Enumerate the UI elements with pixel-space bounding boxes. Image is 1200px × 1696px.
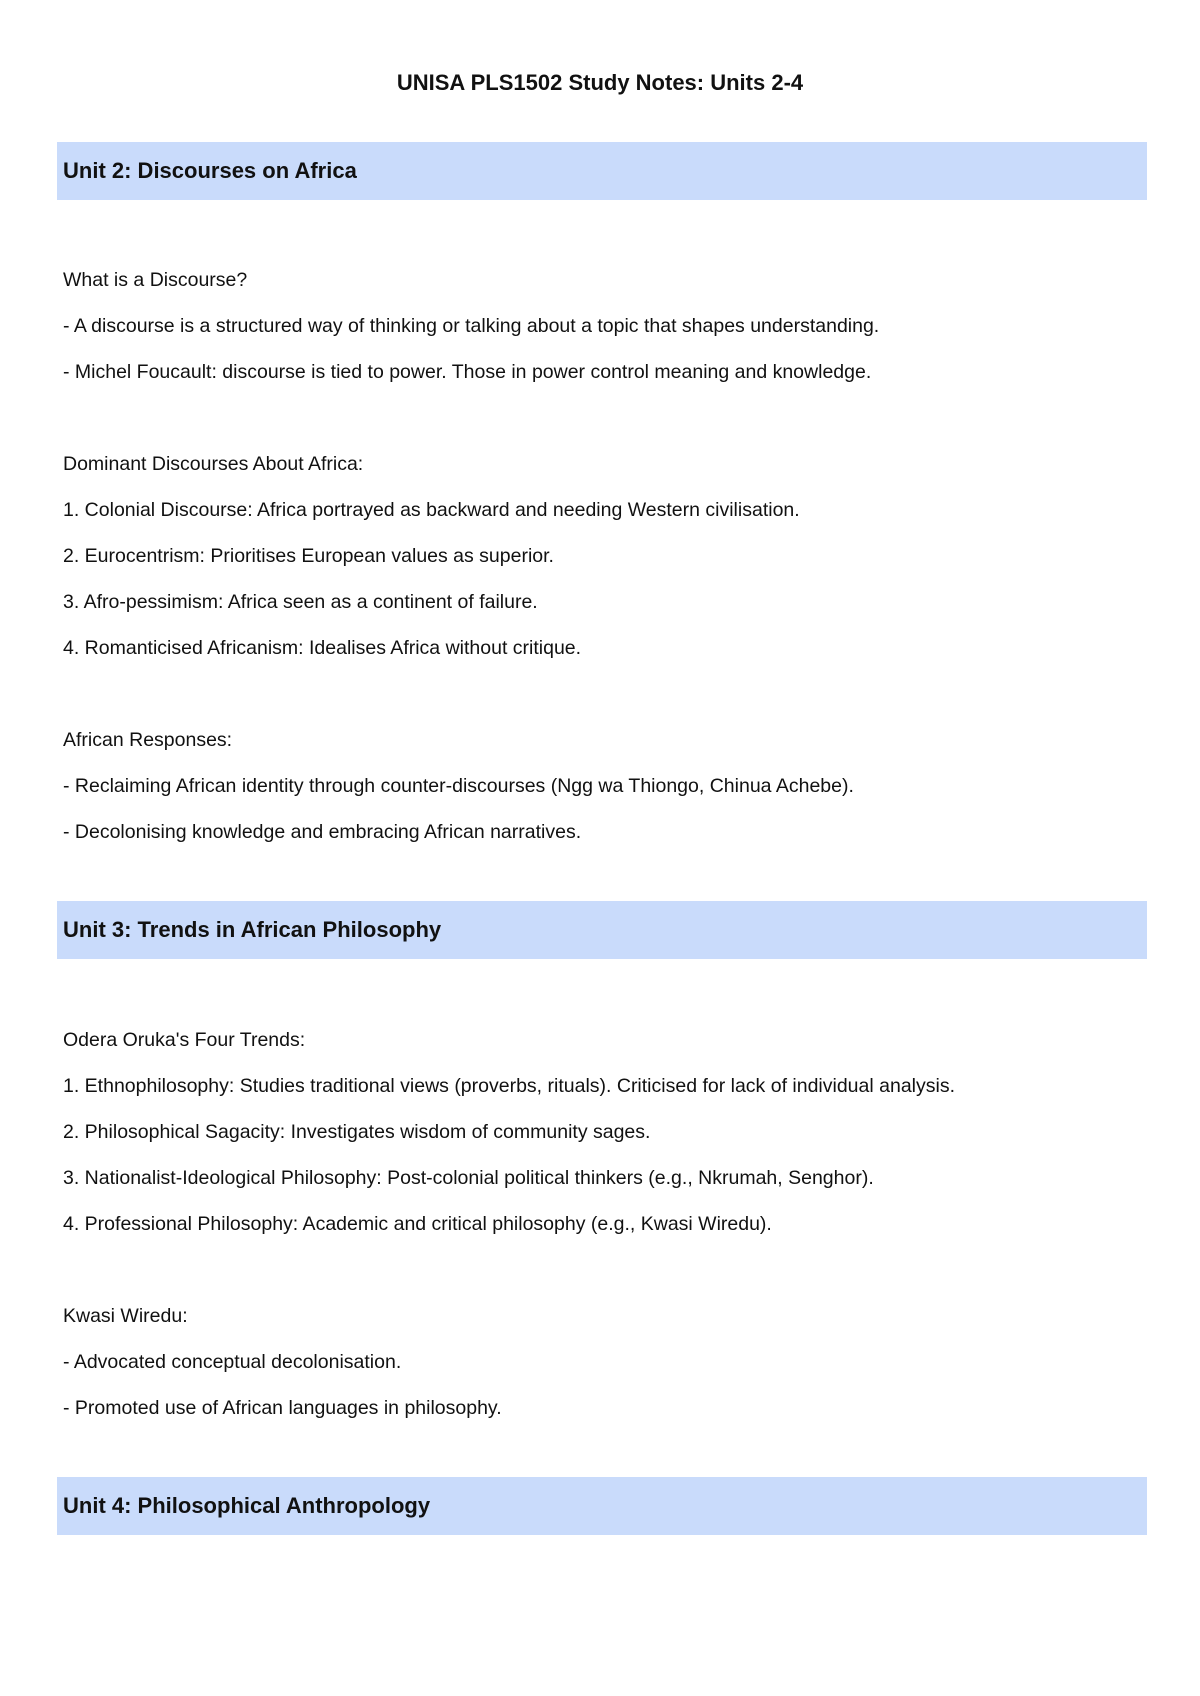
dominant-discourse-item: 1. Colonial Discourse: Africa portrayed as backward and needing Western civilisation. [63,499,800,521]
wiredu-heading: Kwasi Wiredu: [63,1305,188,1327]
oruka-trend-item: 2. Philosophical Sagacity: Investigates wisdom of community sages. [63,1121,651,1143]
oruka-trend-item: 4. Professional Philosophy: Academic and critical philosophy (e.g., Kwasi Wiredu). [63,1213,772,1235]
oruka-trend-item: 3. Nationalist-Ideological Philosophy: Post-colonial political thinkers (e.g., Nkrumah, Senghor). [63,1167,874,1189]
oruka-trends-heading: Odera Oruka's Four Trends: [63,1029,306,1051]
dominant-discourse-item: 3. Afro-pessimism: Africa seen as a continent of failure. [63,591,538,613]
dominant-discourses-heading: Dominant Discourses About Africa: [63,453,364,475]
african-responses-heading: African Responses: [63,729,233,751]
dominant-discourse-item: 2. Eurocentrism: Prioritises European values as superior. [63,545,554,567]
document-title: UNISA PLS1502 Study Notes: Units 2-4 [396,70,804,95]
unit4-heading: Unit 4: Philosophical Anthropology [57,1477,1147,1535]
african-response-item: - Decolonising knowledge and embracing African narratives. [63,821,582,843]
wiredu-point: - Promoted use of African languages in philosophy. [63,1397,502,1419]
discourse-heading: What is a Discourse? [63,269,248,291]
discourse-point: - A discourse is a structured way of thinking or talking about a topic that shapes understanding. [63,315,880,337]
wiredu-point: - Advocated conceptual decolonisation. [63,1351,402,1373]
unit2-heading: Unit 2: Discourses on Africa [57,142,1147,200]
african-response-item: - Reclaiming African identity through counter-discourses (Ngg wa Thiongo, Chinua Achebe). [63,775,854,797]
oruka-trend-item: 1. Ethnophilosophy: Studies traditional views (proverbs, rituals). Criticised for lack of individual analysis. [63,1075,955,1097]
discourse-point: - Michel Foucault: discourse is tied to power. Those in power control meaning and knowledge. [63,361,872,383]
dominant-discourse-item: 4. Romanticised Africanism: Idealises Africa without critique. [63,637,582,659]
unit3-heading: Unit 3: Trends in African Philosophy [57,901,1147,959]
